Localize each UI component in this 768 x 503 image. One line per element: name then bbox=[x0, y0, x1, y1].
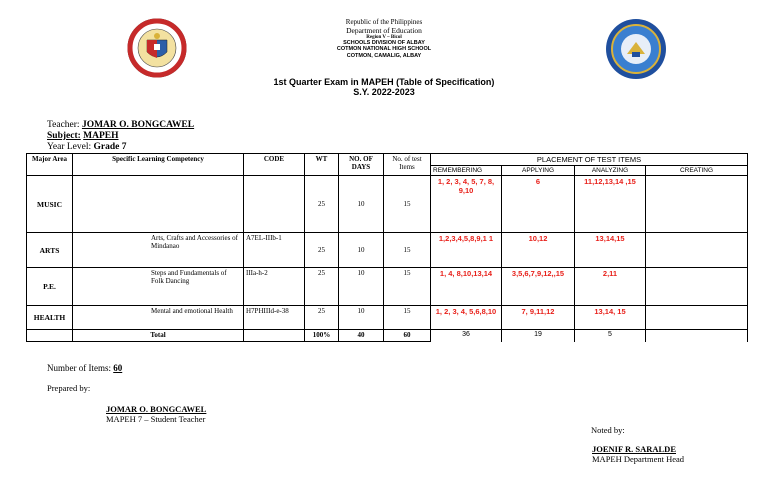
document-title: 1st Quarter Exam in MAPEH (Table of Specification) bbox=[273, 77, 495, 87]
row-creating bbox=[646, 176, 748, 233]
teacher-label: Teacher: bbox=[47, 120, 80, 130]
header-items: No. of test Items bbox=[384, 154, 431, 176]
row-competency: Steps and Fundamentals of Folk Dancing bbox=[73, 268, 244, 306]
row-creating bbox=[646, 268, 748, 306]
noted-by-label: Noted by: bbox=[591, 425, 625, 435]
total-row bbox=[27, 330, 748, 342]
number-of-items-label: Number of Items: bbox=[47, 363, 111, 373]
year-level-value: Grade 7 bbox=[93, 142, 127, 152]
header-code: CODE bbox=[244, 154, 305, 176]
noter-role: MAPEH Department Head bbox=[592, 453, 685, 464]
row-remembering: 1, 2, 3, 4, 5, 7, 8, 9,10 bbox=[431, 176, 502, 233]
table-row bbox=[27, 176, 748, 233]
row-analyzing: 11,12,13,14 ,15 bbox=[575, 176, 646, 233]
row-items: 15 bbox=[384, 176, 431, 233]
total-remembering: 36 bbox=[431, 330, 502, 342]
row-creating bbox=[646, 306, 748, 330]
year-level-label: Year Level: bbox=[47, 142, 92, 152]
number-of-items-line bbox=[47, 363, 122, 373]
header-major-area: Major Area bbox=[27, 154, 73, 176]
row-applying: 6 bbox=[502, 176, 575, 233]
document-title-block bbox=[0, 78, 768, 98]
subject-value: MAPEH bbox=[83, 131, 119, 141]
preparer-name: JOMAR O. BONGCAWEL bbox=[106, 404, 207, 414]
row-remembering: 1, 4, 8,10,13,14 bbox=[431, 268, 502, 306]
row-code: H7PHIIId-e-38 bbox=[244, 306, 305, 330]
department-text: Department of Education bbox=[346, 25, 422, 35]
total-items: 60 bbox=[384, 330, 431, 342]
row-code: A7EL-IIIb-1 bbox=[244, 233, 305, 268]
row-days: 10 bbox=[339, 268, 384, 306]
row-remembering: 1, 2, 3, 4, 5,6,8,10 bbox=[431, 306, 502, 330]
teacher-name: JOMAR O. BONGCAWEL bbox=[81, 120, 195, 130]
row-remembering: 1,2,3,4,5,8,9,1 1 bbox=[431, 233, 502, 268]
table-row bbox=[27, 233, 748, 268]
header-days: NO. OF DAYS bbox=[339, 154, 384, 176]
row-applying: 10,12 bbox=[502, 233, 575, 268]
row-days: 10 bbox=[339, 233, 384, 268]
row-area: MUSIC bbox=[27, 176, 73, 233]
row-items: 15 bbox=[384, 306, 431, 330]
row-wt: 25 bbox=[305, 268, 339, 306]
table-of-specification bbox=[26, 153, 748, 342]
row-applying: 7, 9,11,12 bbox=[502, 306, 575, 330]
total-wt: 100% bbox=[305, 330, 339, 342]
school-year: S.Y. 2022-2023 bbox=[353, 86, 415, 97]
school-text: COTMON NATIONAL HIGH SCHOOL bbox=[336, 46, 432, 53]
number-of-items-value: 60 bbox=[113, 363, 123, 373]
subject-line bbox=[47, 131, 119, 141]
row-competency bbox=[73, 176, 244, 233]
row-area: P.E. bbox=[27, 268, 73, 306]
noter-block bbox=[592, 445, 684, 465]
total-days: 40 bbox=[339, 330, 384, 342]
row-creating bbox=[646, 233, 748, 268]
noter-name: JOENIF R. SARALDE bbox=[592, 444, 676, 454]
preparer-role: MAPEH 7 – Student Teacher bbox=[106, 413, 206, 424]
subject-label: Subject: bbox=[47, 131, 81, 141]
header-wt: WT bbox=[305, 154, 339, 176]
preparer-block bbox=[106, 405, 206, 425]
row-code: IIIa-h-2 bbox=[244, 268, 305, 306]
header-placement: PLACEMENT OF TEST ITEMS bbox=[431, 154, 748, 166]
row-area: ARTS bbox=[27, 233, 73, 268]
row-competency: Arts, Crafts and Accessories of Mindanao bbox=[73, 233, 244, 268]
row-wt: 25 bbox=[305, 233, 339, 268]
row-code bbox=[244, 176, 305, 233]
row-competency: Mental and emotional Health bbox=[73, 306, 244, 330]
header-creating: CREATING bbox=[646, 166, 748, 176]
row-wt: 25 bbox=[305, 306, 339, 330]
header-competency: Specific Learning Competency bbox=[73, 154, 244, 176]
row-analyzing: 13,14,15 bbox=[575, 233, 646, 268]
header-applying: APPLYING bbox=[502, 166, 575, 176]
header-remembering: REMEMBERING bbox=[431, 166, 502, 176]
row-analyzing: 2,11 bbox=[575, 268, 646, 306]
total-area-cell bbox=[27, 330, 73, 342]
total-code-cell bbox=[244, 330, 305, 342]
address-text: COTMON, CAMALIG, ALBAY bbox=[346, 52, 422, 59]
letterhead bbox=[0, 19, 768, 59]
total-analyzing: 5 bbox=[575, 330, 646, 342]
prepared-by-label: Prepared by: bbox=[47, 383, 91, 393]
row-area: HEALTH bbox=[27, 306, 73, 330]
row-days: 10 bbox=[339, 176, 384, 233]
total-creating-cell bbox=[646, 330, 748, 342]
row-analyzing: 13,14, 15 bbox=[575, 306, 646, 330]
year-level-line bbox=[47, 142, 127, 152]
row-items: 15 bbox=[384, 268, 431, 306]
table-header-row bbox=[27, 154, 748, 166]
header-analyzing: ANALYZING bbox=[575, 166, 646, 176]
total-label: Total bbox=[73, 330, 244, 342]
row-wt: 25 bbox=[305, 176, 339, 233]
row-days: 10 bbox=[339, 306, 384, 330]
region-text: Region V – Bicol bbox=[366, 34, 402, 40]
country-text: Republic of the Philippines bbox=[345, 18, 423, 26]
row-items: 15 bbox=[384, 233, 431, 268]
division-text: SCHOOLS DIVISION OF ALBAY bbox=[343, 40, 425, 47]
total-applying: 19 bbox=[502, 330, 575, 342]
table-row bbox=[27, 306, 748, 330]
row-applying: 3,5,6,7,9,12,,15 bbox=[502, 268, 575, 306]
table-row bbox=[27, 268, 748, 306]
teacher-line bbox=[47, 120, 194, 130]
